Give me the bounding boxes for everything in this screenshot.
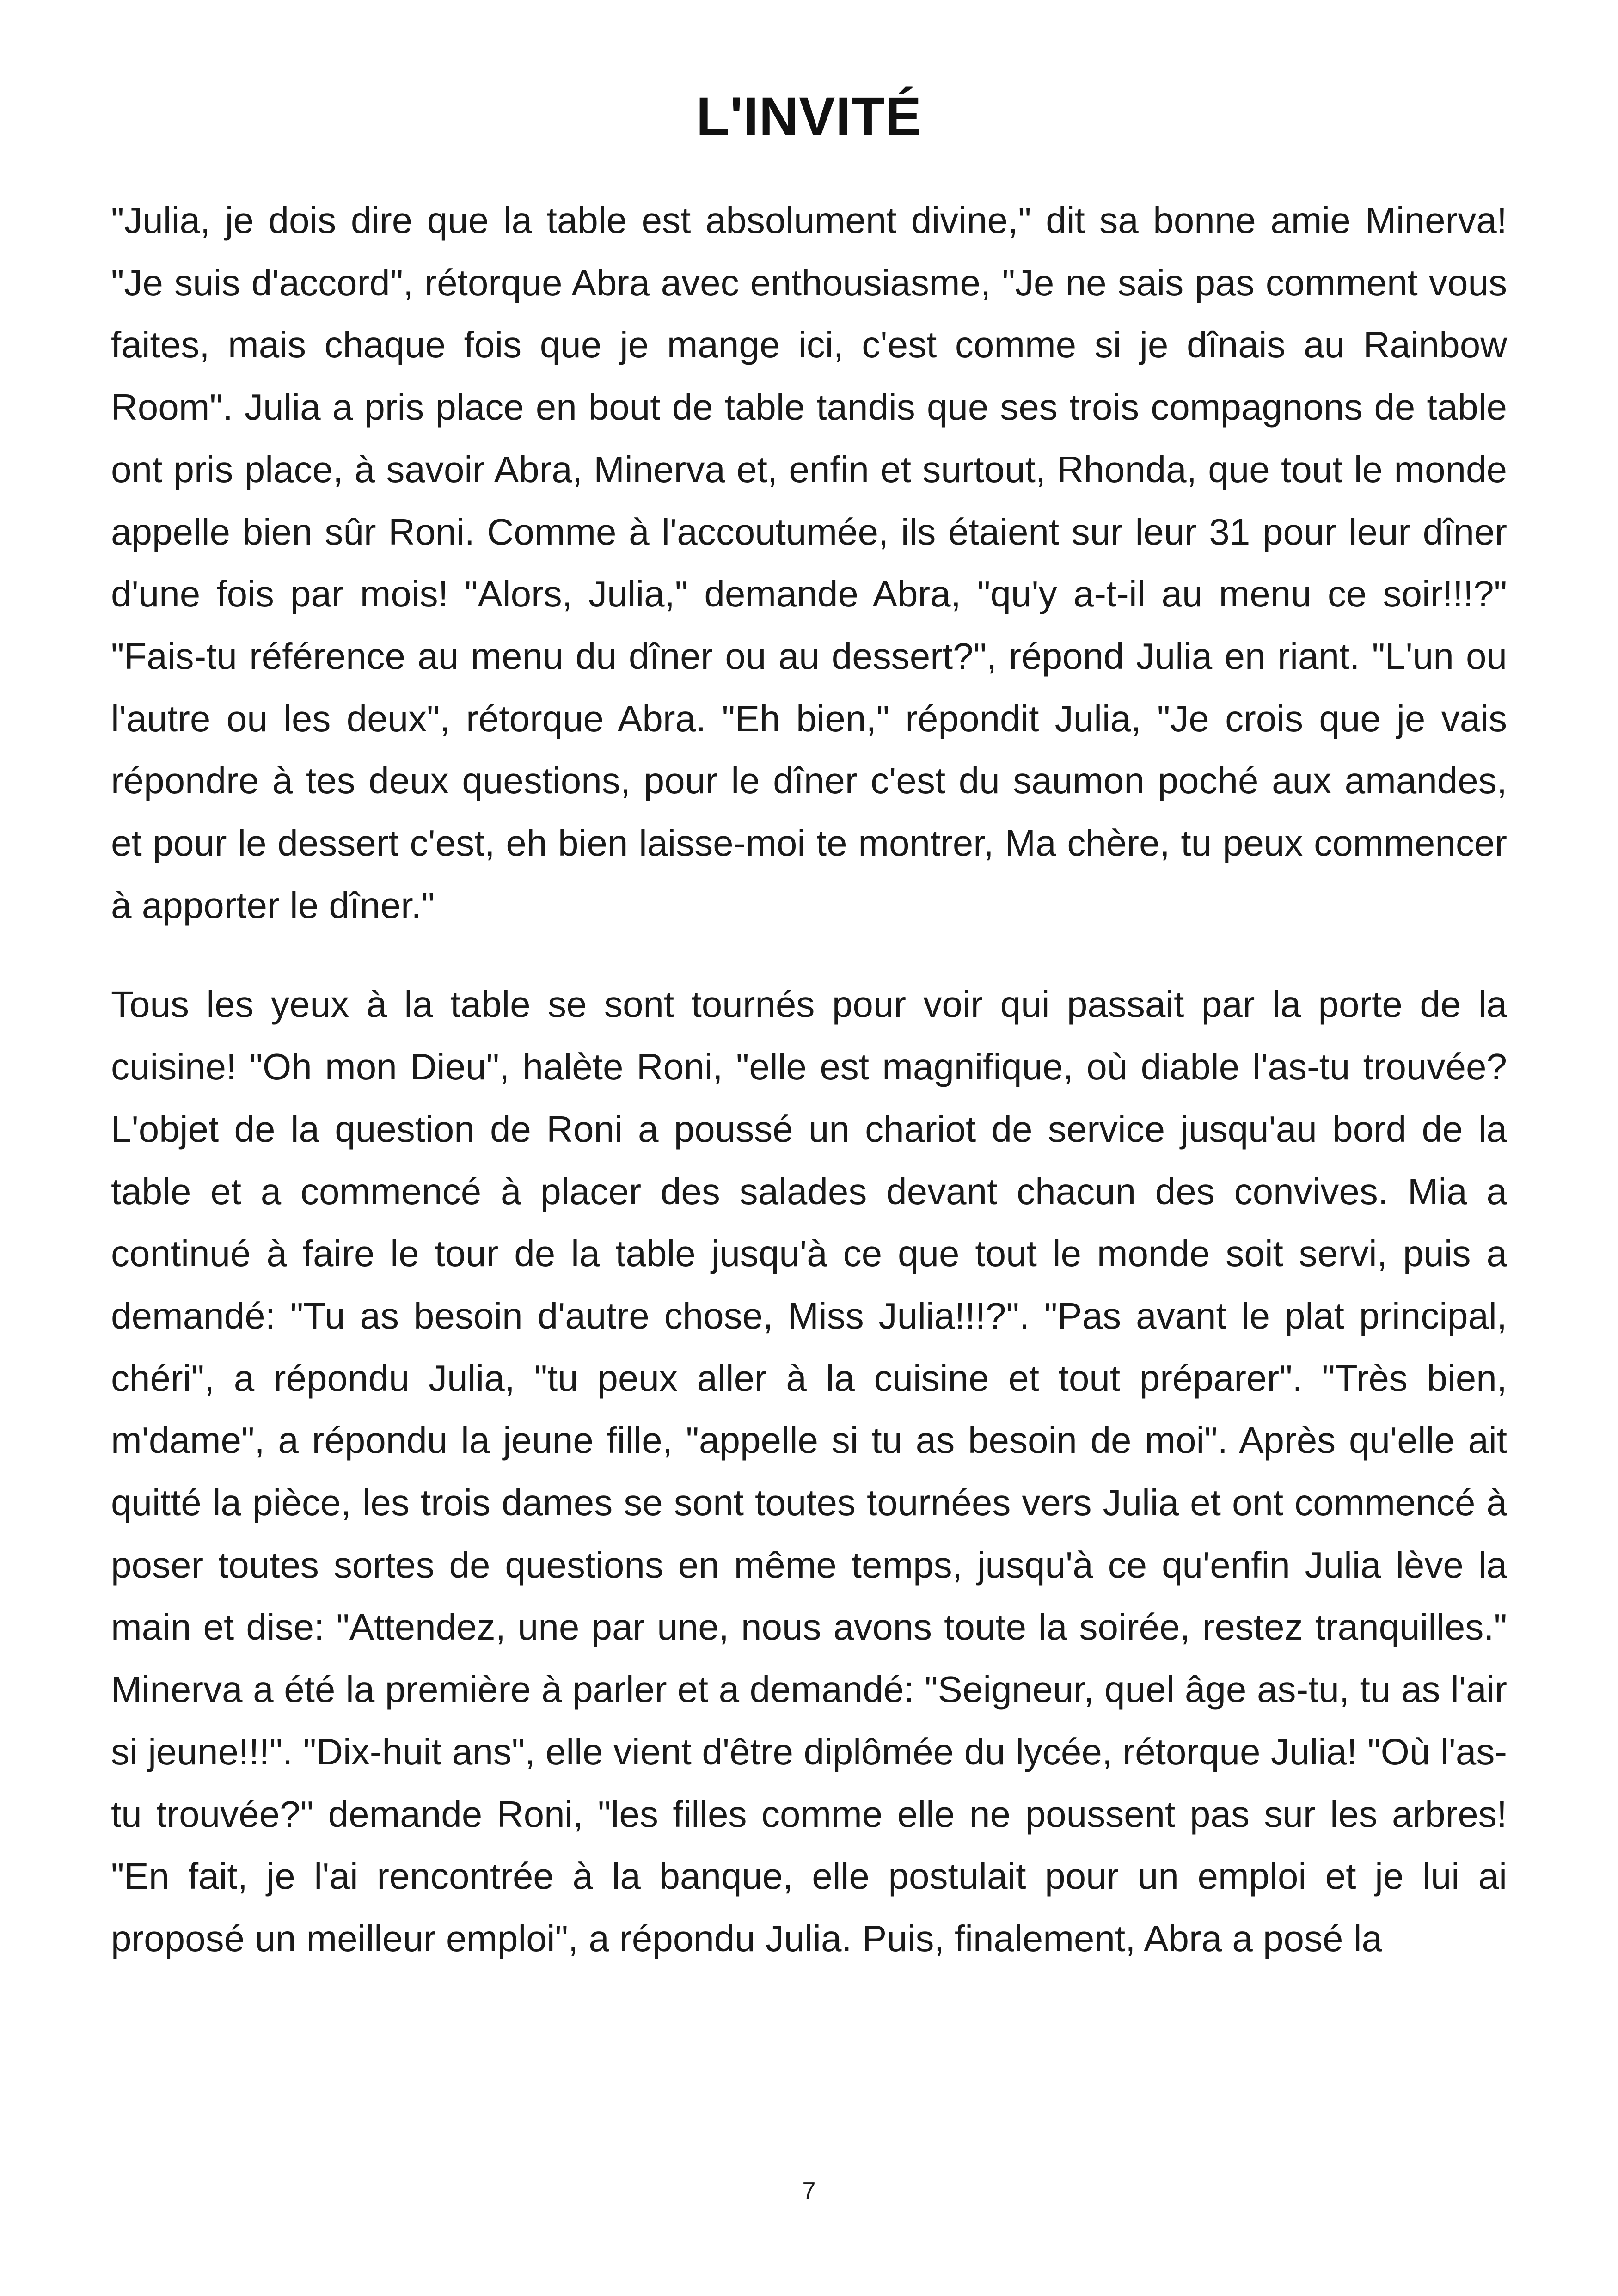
body-text	[111, 190, 1507, 1970]
paragraph-2: Tous les yeux à la table se sont tournés pour voir qui passait par la porte de la cuisine! "Oh mon Dieu", halète Roni, "elle est magnifique, où diable l'as-tu trouvée? L'objet de la question de Roni a poussé un chariot de service jusqu'au bord de la table et a commencé à placer des salades devant chacun des convives. Mia a continué à faire le tour de la table jusqu'à ce que tout le monde soit servi, puis a demandé: "Tu as besoin d'autre chose, Miss Julia!!!?". "Pas avant le plat principal, chéri", a répondu Julia, "tu peux aller à la cuisine et tout préparer". "Très bien, m'dame", a répondu la jeune fille, "appelle si tu as besoin de moi". Après qu'elle ait quitté la pièce, les trois dames se sont toutes tournées vers Julia et ont commencé à poser toutes sortes de questions en même temps, jusqu'à ce qu'enfin Julia lève la main et dise: "Attendez, une par une, nous avons toute la soirée, restez tranquilles." Minerva a été la première à parler et a demandé: "Seigneur, quel âge as-tu, tu as l'air si jeune!!!". "Dix-huit ans", elle vient d'être diplômée du lycée, rétorque Julia! "Où l'as-tu trouvée?" demande Roni, "les filles comme elle ne poussent pas sur les arbres! "En fait, je l'ai rencontrée à la banque, elle postulait pour un emploi et je lui ai proposé un meilleur emploi", a répondu Julia. Puis, finalement, Abra a posé la	[111, 984, 1507, 1959]
page-title: L'INVITÉ	[696, 86, 922, 147]
paragraph-1: "Julia, je dois dire que la table est absolument divine," dit sa bonne amie Minerva! "Je suis d'accord", rétorque Abra avec enthousiasme, "Je ne sais pas comment vous faites, mais chaque fois que je mange ici, c'est comme si je dînais au Rainbow Room". Julia a pris place en bout de table tandis que ses trois compagnons de table ont pris place, à savoir Abra, Minerva et, enfin et surtout, Rhonda, que tout le monde appelle bien sûr Roni. Comme à l'accoutumée, ils étaient sur leur 31 pour leur dîner d'une fois par mois! "Alors, Julia," demande Abra, "qu'y a-t-il au menu ce soir!!!?" "Fais-tu référence au menu du dîner ou au dessert?", répond Julia en riant. "L'un ou l'autre ou les deux", rétorque Abra. "Eh bien," répondit Julia, "Je crois que je vais répondre à tes deux questions, pour le dîner c'est du saumon poché aux amandes, et pour le dessert c'est, eh bien laisse-moi te montrer, Ma chère, tu peux commencer à apporter le dîner."	[111, 200, 1507, 926]
page-number: 7	[802, 2178, 816, 2204]
